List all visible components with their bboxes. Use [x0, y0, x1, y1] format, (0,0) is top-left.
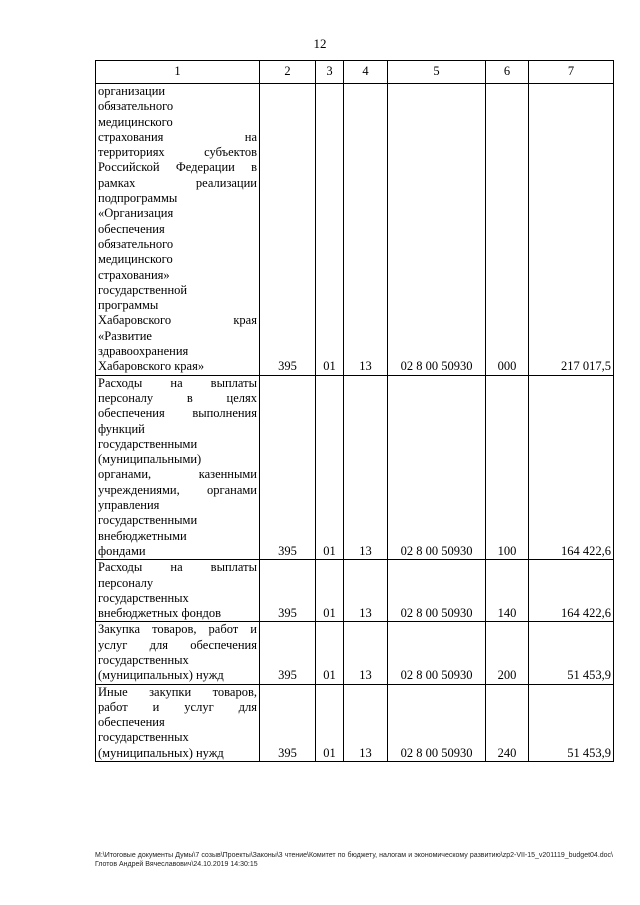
- ministry-code: 395: [260, 684, 316, 761]
- subsection-code: 13: [344, 684, 388, 761]
- description-line: организации: [98, 84, 166, 98]
- column-header: 7: [529, 61, 614, 84]
- row-description: [96, 622, 260, 684]
- table-row: [96, 375, 614, 560]
- description-line: внебюджетных фондов: [98, 606, 222, 621]
- description-line: Российской Федерации в: [98, 160, 257, 175]
- description-line: «Развитие: [98, 328, 152, 343]
- section-code: 01: [316, 560, 344, 622]
- expense-type-code: 100: [486, 375, 529, 560]
- table-row: [96, 560, 614, 622]
- target-article-code: 02 8 00 50930: [388, 560, 486, 622]
- column-header: 1: [96, 61, 260, 84]
- section-code: 01: [316, 84, 344, 376]
- description-line: рамках реализации: [98, 175, 257, 190]
- section-code: 01: [316, 375, 344, 560]
- target-article-code: 02 8 00 50930: [388, 375, 486, 560]
- description-line: государственных: [98, 652, 189, 667]
- section-code: 01: [316, 684, 344, 761]
- description-line: Хабаровского края»: [98, 359, 205, 374]
- description-line: здравоохранения: [98, 344, 189, 359]
- document-path-footer: M:\Итоговые документы Думы\7 созыв\Проекты\Законы\3 чтение\Комитет по бюджету, налогам и экономическому развитию\zp2-VII-15_v201119_budget04.doc\ Глотов Андрей Вячеславович\24.10.2019 14:30:15: [95, 852, 613, 868]
- ministry-code: 395: [260, 84, 316, 376]
- row-description: [96, 684, 260, 761]
- description-line: «Организация: [98, 206, 174, 221]
- subsection-code: 13: [344, 84, 388, 376]
- column-header: 6: [486, 61, 529, 84]
- description-line: Закупка товаров, работ и: [98, 622, 257, 637]
- expense-type-code: 000: [486, 84, 529, 376]
- description-line: государственных: [98, 590, 189, 605]
- row-description: [96, 560, 260, 622]
- description-line: Расходы на выплаты: [98, 375, 257, 390]
- subsection-code: 13: [344, 560, 388, 622]
- description-line: страхования»: [98, 267, 170, 282]
- description-line: фондами: [98, 543, 146, 558]
- description-line: государственной: [98, 282, 188, 297]
- description-line: обязательного: [98, 236, 174, 251]
- description-line: персоналу в целях: [98, 390, 257, 405]
- budget-table: [95, 60, 614, 762]
- expense-type-code: 200: [486, 622, 529, 684]
- table-row: [96, 622, 614, 684]
- ministry-code: 395: [260, 622, 316, 684]
- target-article-code: 02 8 00 50930: [388, 622, 486, 684]
- description-line: государственными: [98, 436, 198, 451]
- table-row: [96, 684, 614, 761]
- column-header: 5: [388, 61, 486, 84]
- subsection-code: 13: [344, 375, 388, 560]
- description-line: (муниципальных) нужд: [98, 668, 224, 683]
- description-line: обеспечения выполнения: [98, 406, 257, 421]
- description-line: органами, казенными: [98, 467, 257, 482]
- description-line: программы: [98, 298, 159, 313]
- amount-value: 164 422,6: [529, 375, 614, 560]
- expense-type-code: 240: [486, 684, 529, 761]
- description-line: работ и услуг для: [98, 699, 257, 714]
- column-header: 4: [344, 61, 388, 84]
- description-line: управления: [98, 498, 160, 513]
- target-article-code: 02 8 00 50930: [388, 84, 486, 376]
- description-line: (муниципальными): [98, 452, 202, 467]
- description-line: обеспечения: [98, 715, 165, 730]
- column-header: 2: [260, 61, 316, 84]
- description-line: государственных: [98, 730, 189, 745]
- description-line: обеспечения: [98, 221, 165, 236]
- subsection-code: 13: [344, 622, 388, 684]
- description-line: функций: [98, 421, 145, 436]
- column-header: 3: [316, 61, 344, 84]
- amount-value: 217 017,5: [529, 84, 614, 376]
- description-line: медицинского: [98, 114, 173, 129]
- description-line: персоналу: [98, 575, 154, 590]
- page-number: 12: [313, 36, 327, 51]
- description-line: территориях субъектов: [98, 145, 257, 160]
- amount-value: 51 453,9: [529, 684, 614, 761]
- description-line: (муниципальных) нужд: [98, 745, 224, 760]
- expense-type-code: 140: [486, 560, 529, 622]
- table-row: [96, 84, 614, 376]
- row-description: [96, 84, 260, 376]
- description-line: медицинского: [98, 252, 173, 267]
- description-line: Хабаровского края: [98, 313, 257, 328]
- description-line: подпрограммы: [98, 191, 178, 206]
- description-line: государственными: [98, 513, 198, 528]
- ministry-code: 395: [260, 560, 316, 622]
- header-row: [96, 61, 614, 84]
- description-line: страхования на: [98, 129, 257, 144]
- section-code: 01: [316, 622, 344, 684]
- amount-value: 164 422,6: [529, 560, 614, 622]
- description-line: Иные закупки товаров,: [98, 684, 257, 699]
- amount-value: 51 453,9: [529, 622, 614, 684]
- description-line: услуг для обеспечения: [98, 637, 257, 652]
- target-article-code: 02 8 00 50930: [388, 684, 486, 761]
- description-line: внебюджетными: [98, 528, 187, 543]
- row-description: [96, 375, 260, 560]
- ministry-code: 395: [260, 375, 316, 560]
- description-line: обязательного: [98, 99, 174, 114]
- description-line: учреждениями, органами: [98, 482, 257, 497]
- description-line: Расходы на выплаты: [98, 560, 257, 575]
